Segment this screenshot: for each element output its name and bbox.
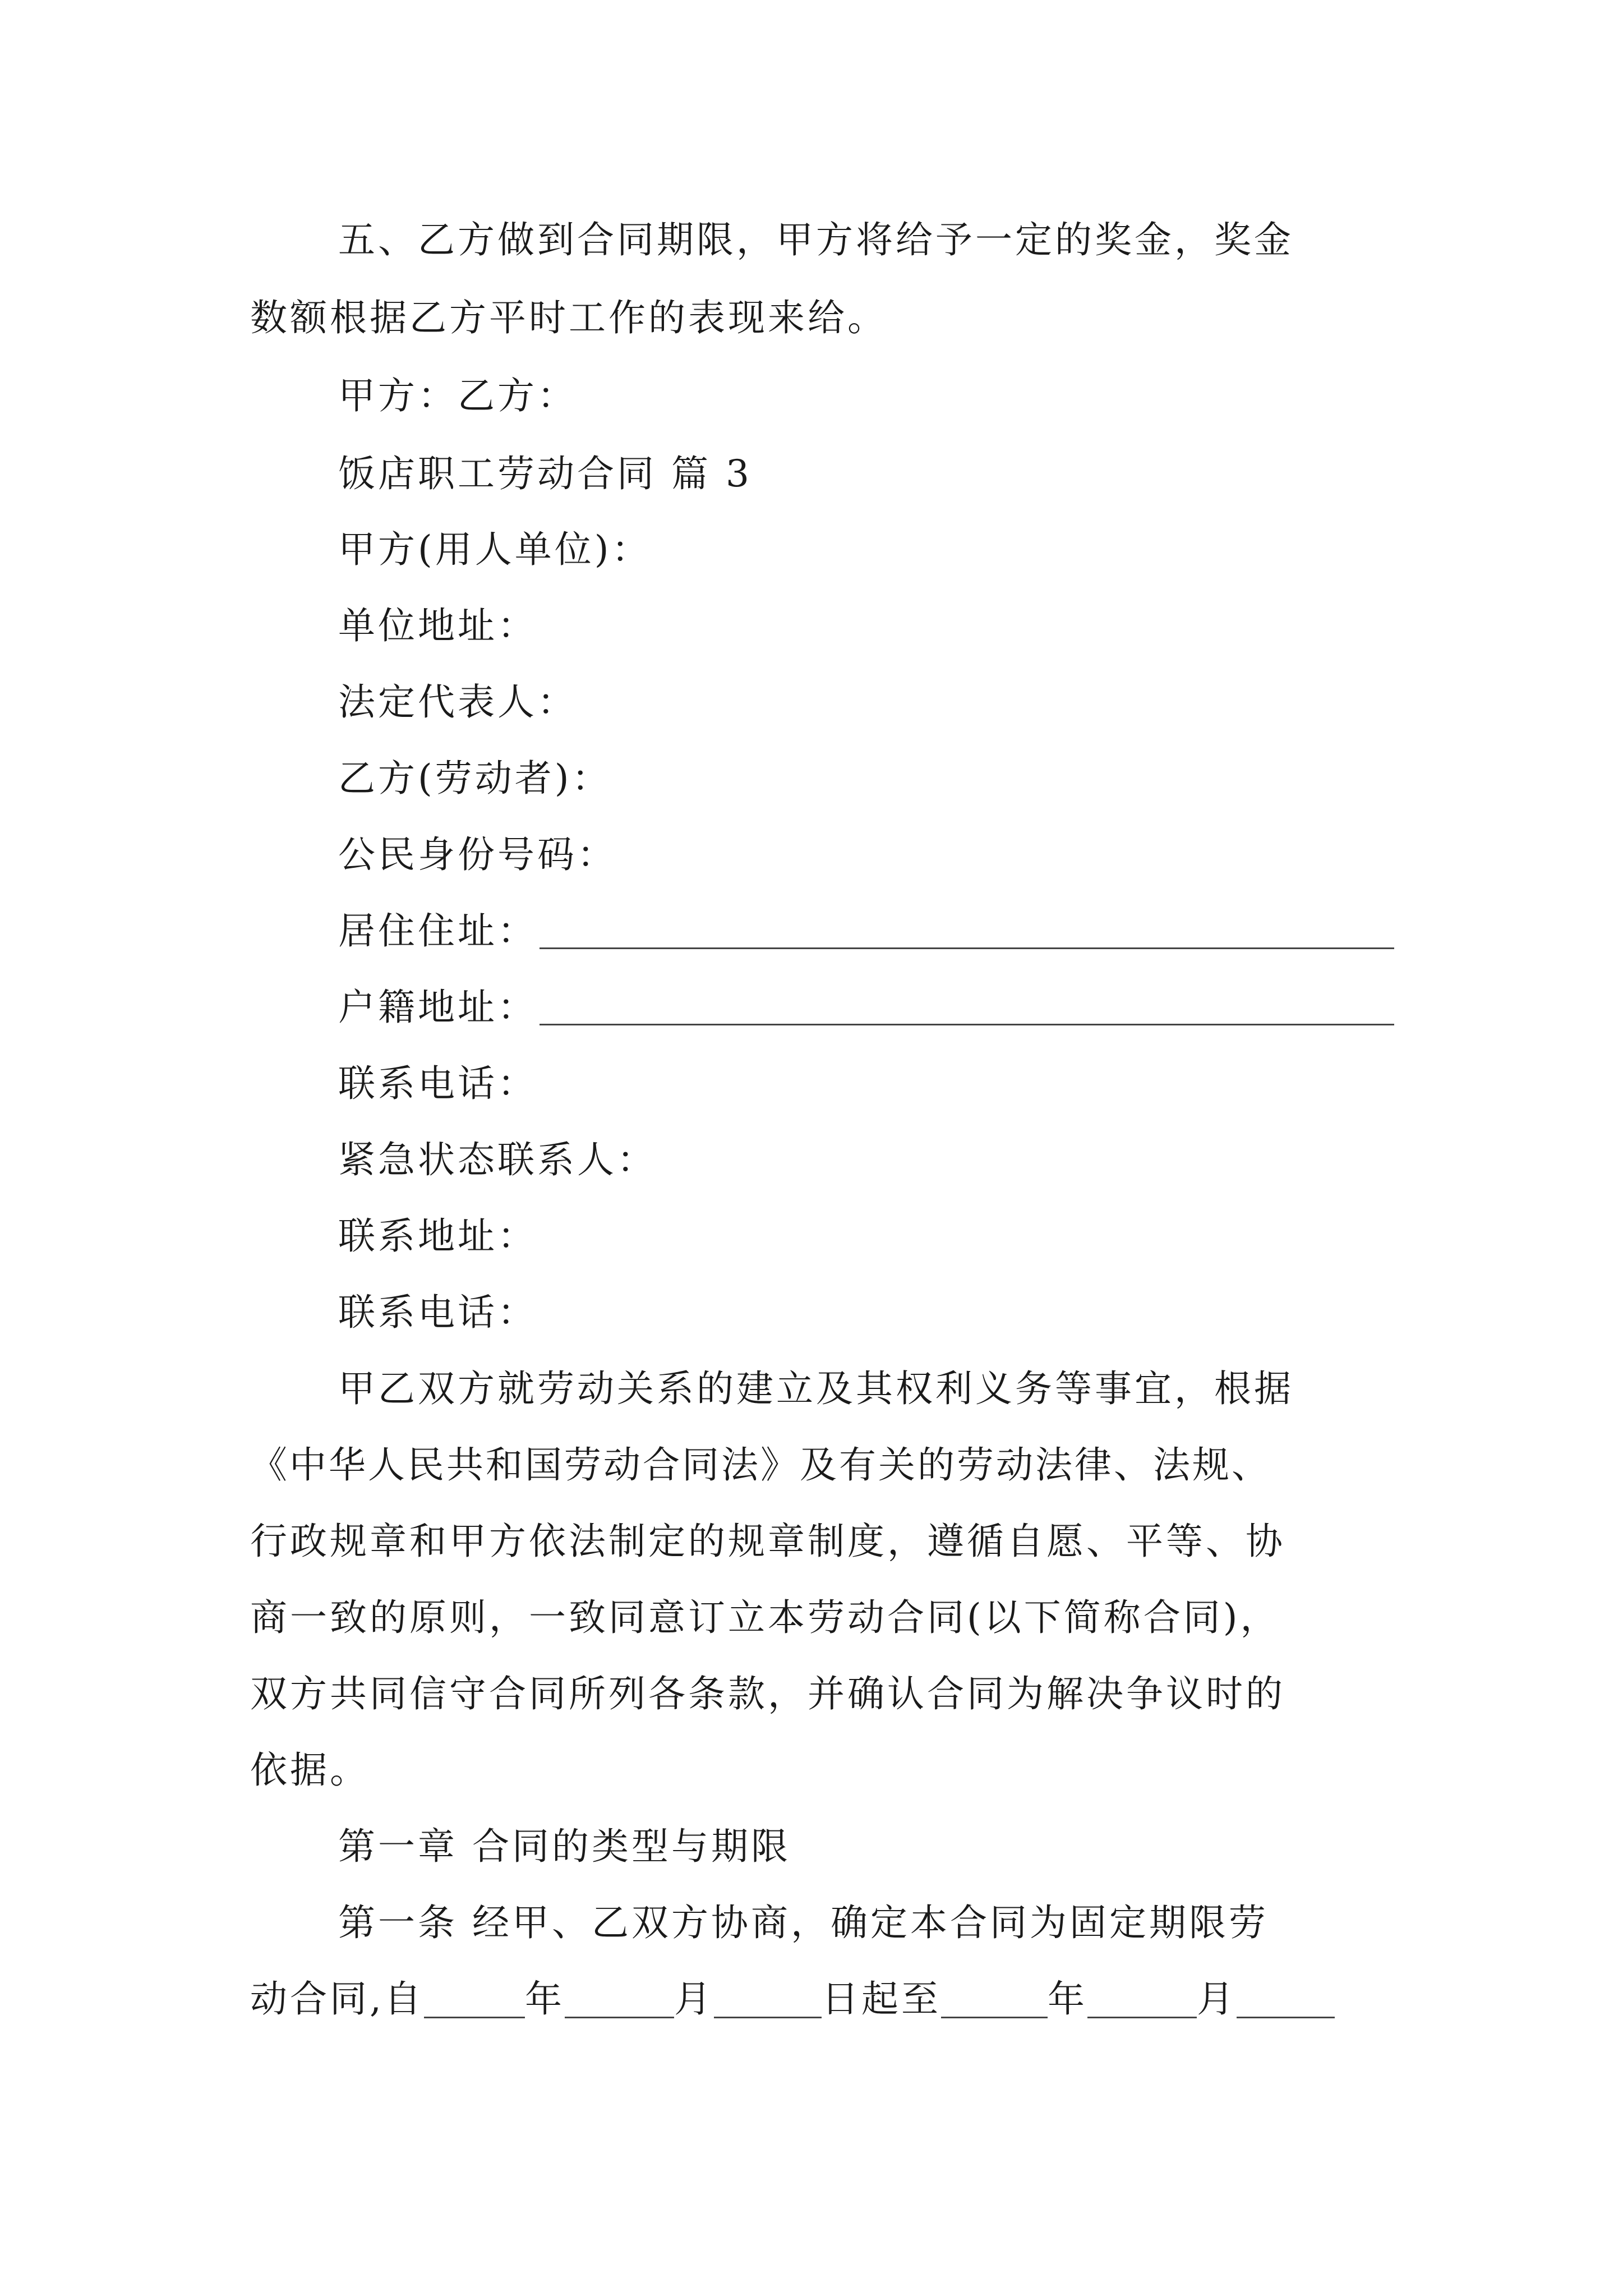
residence-address-row	[338, 909, 1394, 954]
chapter-one-title: 第一章 合同的类型与期限	[338, 1825, 791, 1868]
end-year-unit: 年	[1047, 1977, 1087, 2021]
end-month-blank	[1087, 1984, 1197, 2018]
id-number-field: 公民身份号码：	[338, 833, 617, 876]
section-title: 饭店职工劳动合同 篇 3	[338, 452, 752, 495]
preamble-line-3: 行政规章和甲方依法制定的规章制度，遵循自愿、平等、协	[250, 1520, 1285, 1563]
article-one-line-2	[250, 1977, 1394, 2022]
legal-representative-field: 法定代表人：	[338, 680, 577, 724]
party-a-field: 甲方(用人单位)：	[338, 528, 652, 571]
start-month-blank	[565, 1984, 674, 2018]
start-year-unit: 年	[524, 1977, 565, 2021]
clause-five-line-2: 数额根据乙方平时工作的表现来给。	[250, 296, 887, 339]
preamble-line-5: 双方共同信守合同所列各条款，并确认合同为解决争议时的	[250, 1672, 1285, 1715]
preamble-line-2: 《中华人民共和国劳动合同法》及有关的劳动法律、法规、	[250, 1443, 1271, 1487]
contact-phone-field: 联系电话：	[338, 1291, 537, 1334]
preamble-line-6: 依据。	[250, 1749, 370, 1792]
end-month-unit: 月	[1196, 1977, 1237, 2021]
signature-line: 甲方：乙方：	[338, 374, 577, 417]
preamble-line-4: 商一致的原则，一致同意订立本劳动合同(以下简称合同)，	[250, 1596, 1280, 1639]
end-day-blank	[1237, 1984, 1335, 2018]
emergency-contact-field: 紧急状态联系人：	[338, 1138, 657, 1181]
household-address-row	[338, 985, 1394, 1030]
phone-field: 联系电话：	[338, 1062, 537, 1105]
end-year-blank	[941, 1984, 1048, 2018]
residence-address-blank	[540, 916, 1394, 949]
clause-five-line-1: 五、乙方做到合同期限，甲方将给予一定的奖金，奖金	[338, 218, 1294, 261]
contract-start-label: 动合同,自	[250, 1977, 424, 2021]
start-year-blank	[424, 1984, 525, 2018]
household-address-label: 户籍地址：	[338, 986, 537, 1029]
preamble-line-1: 甲乙双方就劳动关系的建立及其权利义务等事宜，根据	[338, 1367, 1294, 1410]
start-month-unit: 月	[674, 1977, 714, 2021]
day-to-label: 日起至	[821, 1977, 941, 2021]
article-one-line-1: 第一条 经甲、乙双方协商，确定本合同为固定期限劳	[338, 1901, 1269, 1944]
start-day-blank	[714, 1984, 822, 2018]
party-b-field: 乙方(劳动者)：	[338, 757, 612, 800]
household-address-blank	[540, 992, 1394, 1025]
contact-address-field: 联系地址：	[338, 1214, 537, 1258]
unit-address-field: 单位地址：	[338, 604, 537, 647]
residence-address-label: 居住住址：	[338, 909, 537, 953]
